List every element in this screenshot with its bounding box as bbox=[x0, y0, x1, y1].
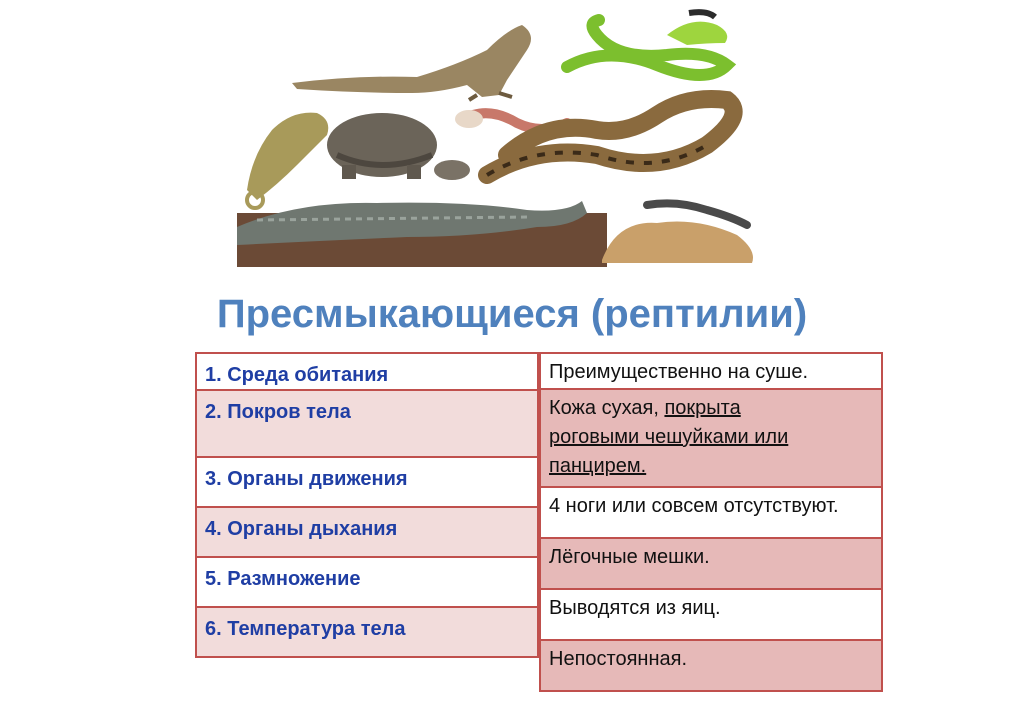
page-title: Пресмыкающиеся (рептилии) bbox=[216, 292, 808, 336]
table-row bbox=[540, 389, 882, 487]
desc-temperature: Непостоянная. bbox=[540, 640, 882, 691]
table-row bbox=[540, 640, 882, 691]
desc-cover-underlined-1: покрыта bbox=[664, 397, 741, 419]
iguana-image bbox=[292, 25, 531, 100]
desc-movement: 4 ноги или совсем отсутствуют. bbox=[540, 487, 882, 538]
table-row bbox=[196, 390, 538, 457]
crocodile-image bbox=[237, 201, 607, 267]
table-row bbox=[196, 353, 538, 390]
chameleon-image bbox=[247, 113, 328, 208]
feature-habitat: 1. Среда обитания bbox=[196, 353, 538, 390]
reptiles-illustration bbox=[237, 5, 757, 267]
table-row bbox=[540, 353, 882, 389]
feature-reproduction: 5. Размножение bbox=[196, 557, 538, 607]
feature-body-cover: 2. Покров тела bbox=[196, 390, 538, 457]
tortoise-image bbox=[327, 113, 470, 180]
desc-cover-underlined-2: роговыми чешуйками или bbox=[549, 426, 789, 448]
desc-breathing: Лёгочные мешки. bbox=[540, 538, 882, 589]
features-table bbox=[195, 352, 539, 658]
table-row bbox=[196, 607, 538, 657]
desert-lizard-image bbox=[602, 203, 753, 263]
python-image bbox=[487, 99, 734, 175]
desc-habitat: Преимущественно на суше. bbox=[540, 353, 882, 389]
table-row bbox=[196, 457, 538, 507]
feature-movement: 3. Органы движения bbox=[196, 457, 538, 507]
desc-cover-plain: Кожа сухая, bbox=[549, 397, 665, 419]
desc-reproduction: Выводятся из яиц. bbox=[540, 589, 882, 640]
feature-breathing: 4. Органы дыхания bbox=[196, 507, 538, 557]
desc-cover-underlined-3: панцирем. bbox=[549, 455, 647, 477]
table-row bbox=[540, 538, 882, 589]
feature-temperature: 6. Температура тела bbox=[196, 607, 538, 657]
descriptions-table bbox=[539, 352, 883, 692]
desc-body-cover bbox=[540, 389, 882, 487]
table-row bbox=[540, 487, 882, 538]
green-snake-image bbox=[567, 12, 727, 75]
table-row bbox=[540, 589, 882, 640]
table-row bbox=[196, 507, 538, 557]
table-row bbox=[196, 557, 538, 607]
